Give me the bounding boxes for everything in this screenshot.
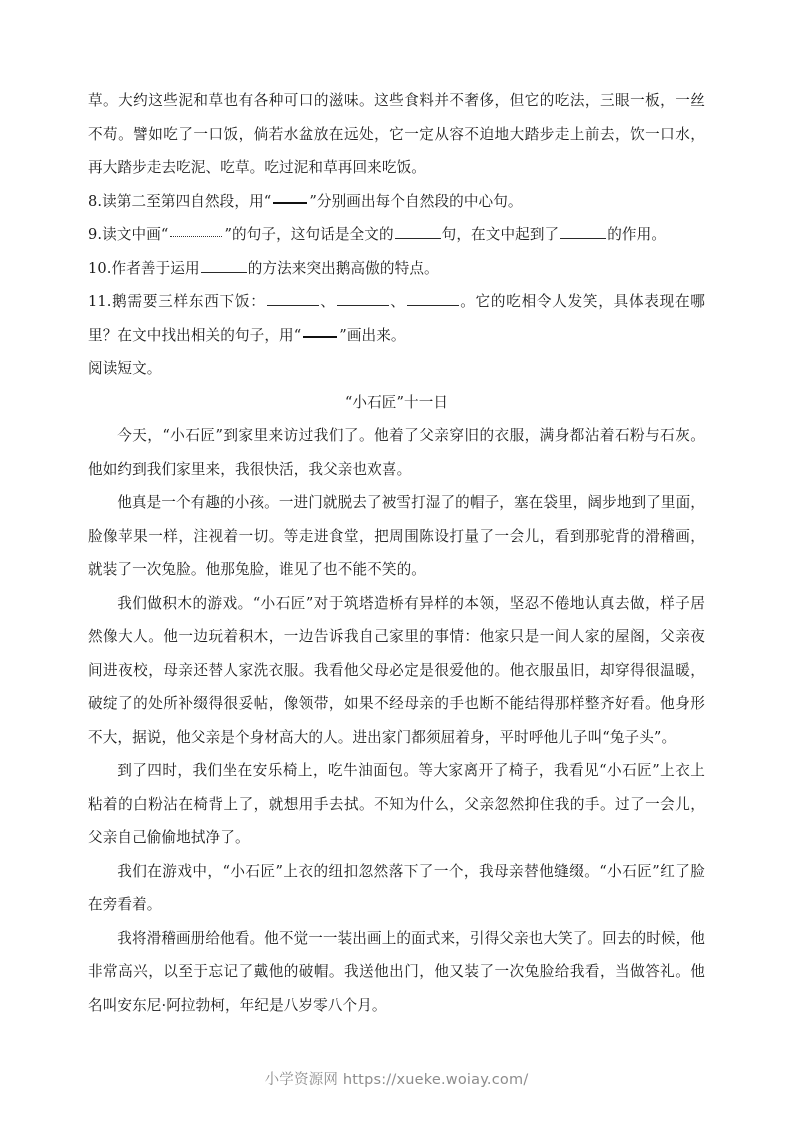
question-10-number: 10.	[88, 259, 112, 277]
question-9-suffix: 的作用。	[607, 226, 667, 243]
question-9-mid1: ”的句子，这句话是全文的	[224, 226, 394, 243]
question-9-blank-1[interactable]	[395, 238, 441, 239]
question-10-blank-1[interactable]	[201, 272, 247, 273]
reading-instruction: 阅读短文。	[88, 360, 162, 377]
question-11-sep-2: 、	[389, 293, 406, 310]
continued-paragraph: 草。大约这些泥和草也有各种可口的滋味。这些食料并不奢侈，但它的吃法，三眼一板，一丝不苟。譬如吃了一口饭，倘若水盆放在远处，它一定从容不迫地大踏步走上前去，饮一口水，再大踏步走去吃泥、吃草。吃过泥和草再回来吃饭。	[88, 92, 705, 176]
question-11-line2-prefix: 在文中找出相关的句子，用“	[117, 326, 302, 344]
question-11-prefix: 鹅需要三样东西下饭：	[111, 293, 266, 310]
question-8-prefix: 读第二至第四自然段，用“	[102, 192, 272, 210]
passage-title: “小石匠”十一日	[344, 393, 449, 411]
question-10-prefix: 作者善于运用	[111, 259, 200, 277]
question-11	[88, 285, 705, 352]
question-9	[88, 218, 705, 252]
footer-watermark: 小学资源网 https://xueke.woiay.com/	[264, 1072, 529, 1088]
solid-bold-rule-icon	[273, 202, 307, 204]
question-11-blank-1[interactable]	[267, 305, 319, 306]
question-9-blank-2[interactable]	[560, 238, 606, 239]
question-10-suffix: 的方法来突出鹅高傲的特点。	[247, 259, 439, 277]
document-body	[88, 84, 705, 1022]
question-11-sep-1: 、	[319, 293, 336, 310]
dotted-rule-icon	[170, 236, 222, 237]
passage-paragraph: 我将滑稽画册给他看。他不觉一一装出画上的面式来，引得父亲也大笑了。回去的时候，他非常高兴，以至于忘记了戴他的破帽。我送他出门，他又装了一次兔脸给我看，当做答礼。他名叫安东尼·阿拉勃柯，年纪是八岁零八个月。	[88, 929, 705, 1014]
passage-paragraph: 我们在游戏中，“小石匠”上衣的纽扣忽然落下了一个，我母亲替他缝缀。“小石匠”红了脸在旁看着。	[88, 862, 705, 913]
question-8	[88, 185, 705, 219]
question-11-line2-suffix: ”画出来。	[339, 326, 406, 344]
solid-bold-rule-icon	[303, 336, 337, 338]
question-11-mid: 。它的吃相令人发笑，具体表现在哪里？	[88, 293, 705, 344]
question-9-number: 9.	[88, 226, 103, 243]
question-11-number: 11.	[88, 293, 112, 310]
question-11-blank-3[interactable]	[407, 305, 459, 306]
passage-paragraph: 今天，“小石匠”到家里来访过我们了。他着了父亲穿旧的衣服，满身都沾着石粉与石灰。他如约到我们家里来，我很快活，我父亲也欢喜。	[88, 427, 705, 478]
passage-paragraph: 我们做积木的游戏。“小石匠”对于筑塔造桥有异样的本领，坚忍不倦地认真去做，样子居然像大人。他一边玩着积木，一边告诉我自己家里的事情：他家只是一间人家的屋阁，父亲夜间进夜校，母亲还替人家洗衣服。我看他父母必定是很爱他的。他衣服虽旧，却穿得很温暖，破绽了的处所补缀得很妥帖，像领带，如果不经母亲的手也断不能结得那样整齐好看。他身形不大，据说，他父亲是个身材高大的人。进出家门都须屈着身，平时呼他儿子叫“兔子头”。	[88, 594, 705, 746]
question-8-suffix: ”分别画出每个自然段的中心句。	[309, 192, 523, 210]
passage-paragraph: 到了四时，我们坐在安乐椅上，吃牛油面包。等大家离开了椅子，我看见“小石匠”上衣上粘着的白粉沾在椅背上了，就想用手去拭。不知为什么，父亲忽然抑住我的手。过了一会儿，父亲自己偷偷地拭净了。	[88, 762, 705, 846]
question-9-mid2: 句，在文中起到了	[441, 226, 560, 243]
question-9-prefix: 读文中画“	[102, 226, 169, 243]
question-11-blank-2[interactable]	[337, 305, 389, 306]
passage-paragraph: 他真是一个有趣的小孩。一进门就脱去了被雪打湿了的帽子，塞在袋里，阔步地到了里面，脸像苹果一样，注视着一切。等走进食堂，把周围陈设打量了一会儿，看到那驼背的滑稽画，就装了一次兔脸。他那兔脸，谁见了也不能不笑的。	[88, 494, 705, 578]
question-8-number: 8.	[88, 192, 103, 210]
question-10	[88, 252, 705, 286]
